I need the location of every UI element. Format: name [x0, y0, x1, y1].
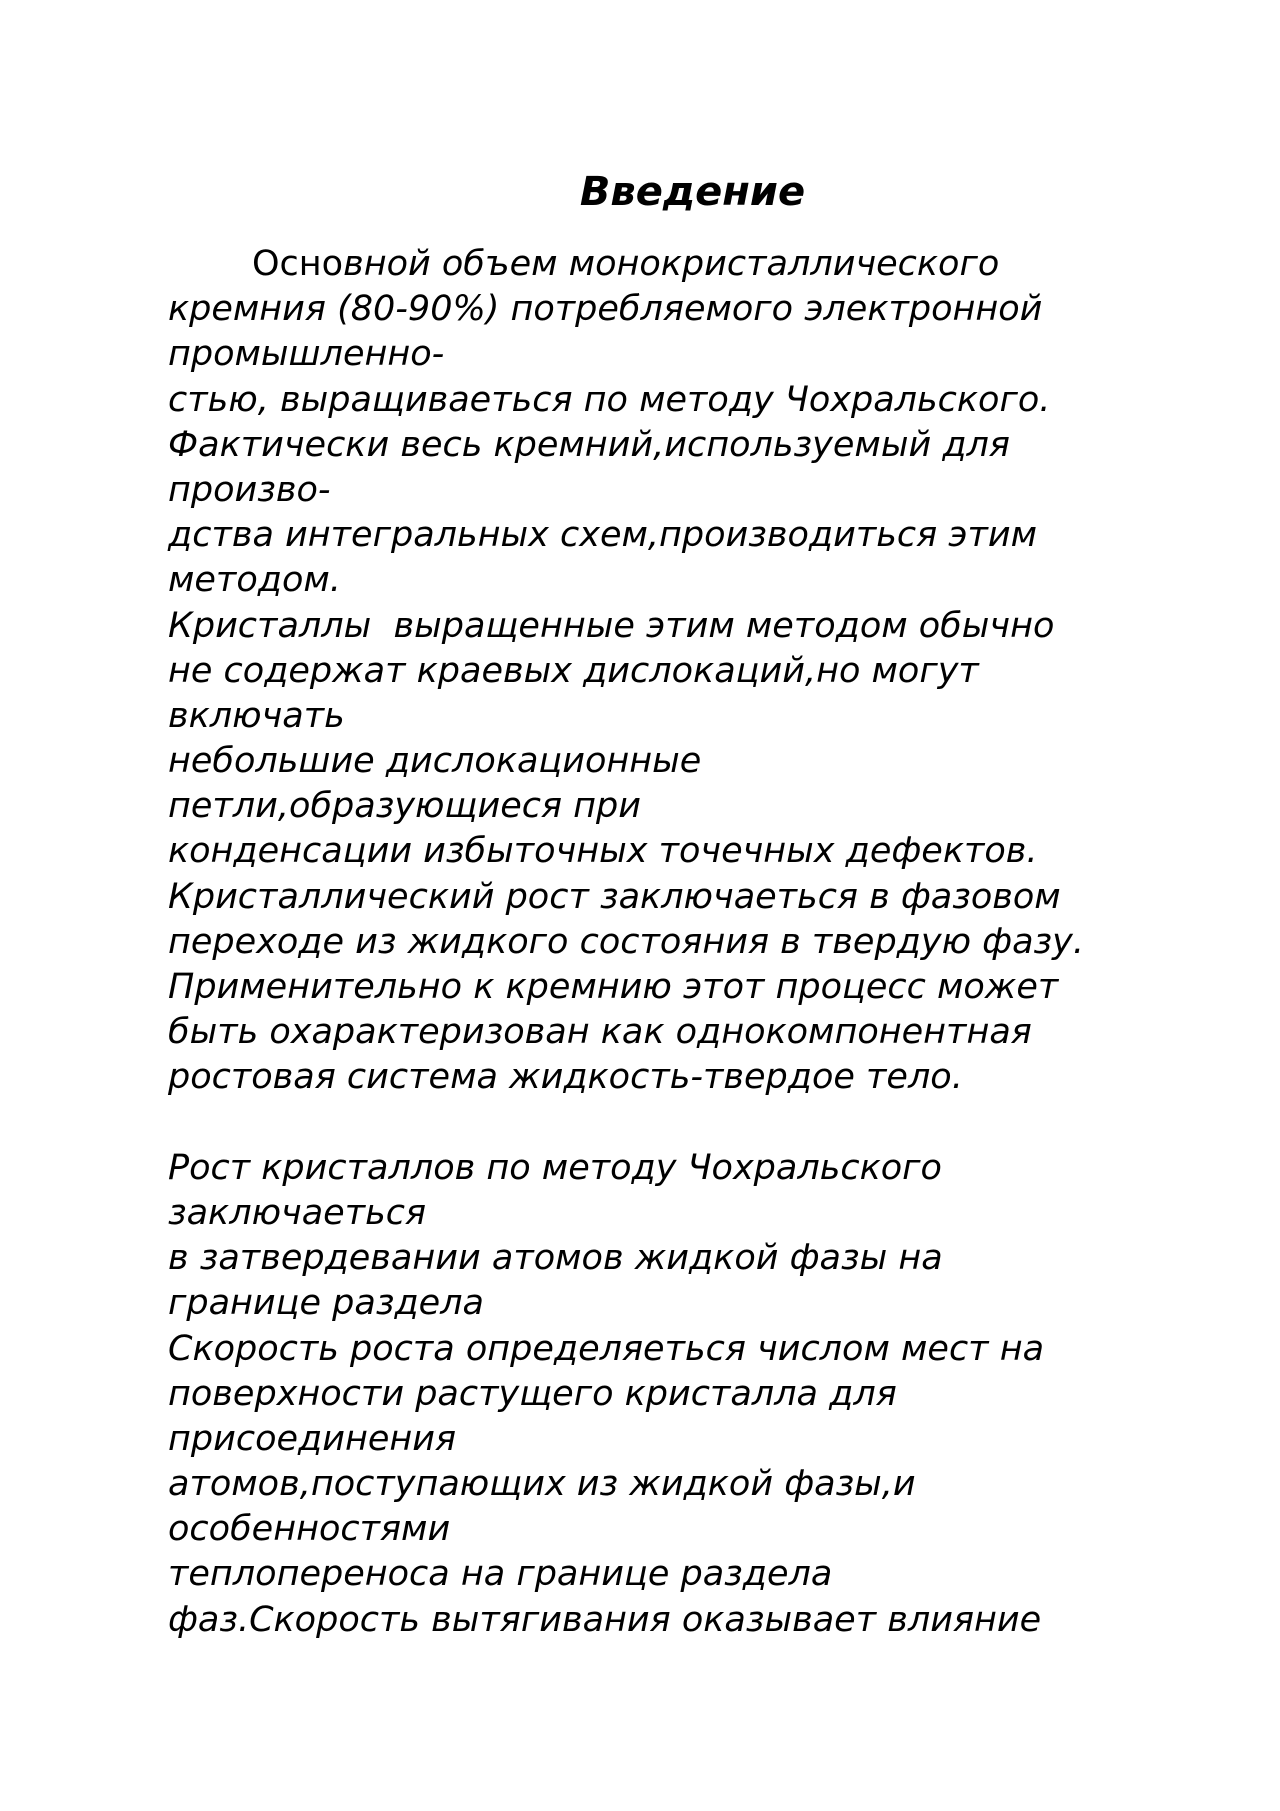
text-line: Кристаллический рост заключаеться в фазовом [168, 876, 1061, 917]
text-line: Применительно к кремнию этот процесс может [168, 967, 1059, 1007]
text-line: включать [168, 695, 345, 736]
text-line: границе раздела [168, 1283, 484, 1324]
text-line: методом. [168, 560, 341, 601]
text-line: переходе из жидкого состояния в твердую фазу. [168, 921, 1084, 962]
document-body [168, 242, 1248, 1643]
text-line: присоединения [168, 1418, 457, 1459]
text-line: промышленно- [168, 334, 445, 375]
text-line: атомов,поступающих из жидкой фазы,и [168, 1464, 916, 1505]
text-line: Фактически весь кремний,используемый для [168, 424, 1010, 465]
text-line: Кристаллы выращенные этим методом обычно [168, 605, 1055, 646]
first-line-rest: вной объем монокристаллического [343, 244, 1000, 284]
text-line: не содержат краевых дислокаций,но могут [168, 650, 979, 691]
text-line: дства интегральных схем,производиться этим [168, 515, 1038, 556]
text-line: небольшие дислокационные [168, 741, 702, 782]
text-line: заключаеться [168, 1192, 427, 1233]
blank-line [168, 1101, 1248, 1146]
text-line: кремния (80-90%) потребляемого электронной [168, 289, 1043, 330]
text-line: особенностями [168, 1509, 451, 1550]
text-line: фаз.Скорость вытягивания оказывает влияние [168, 1599, 1042, 1640]
text-line: конденсации избыточных точечных дефектов. [168, 831, 1038, 872]
text-line: произво- [168, 469, 331, 510]
text-line: быть охарактеризован как однокомпонентная [168, 1012, 1032, 1053]
text-line: в затвердевании атомов жидкой фазы на [168, 1238, 943, 1279]
text-line: Скорость роста определяеться числом мест на [168, 1328, 1045, 1369]
text-line: стью, выращиваеться по методу Чохральского. [168, 379, 1051, 420]
text-line: петли,образующиеся при [168, 786, 642, 827]
text-line: ростовая система жидкость-твердое тело. [168, 1057, 963, 1098]
document-title: Введение [579, 169, 806, 215]
text-line: теплопереноса на границе раздела [168, 1554, 833, 1595]
text-line: поверхности растущего кристалла для [168, 1373, 897, 1414]
paragraph-line-first [168, 242, 1248, 287]
first-word: Осно [252, 244, 344, 284]
text-line: Рост кристаллов по методу Чохральского [168, 1147, 942, 1188]
